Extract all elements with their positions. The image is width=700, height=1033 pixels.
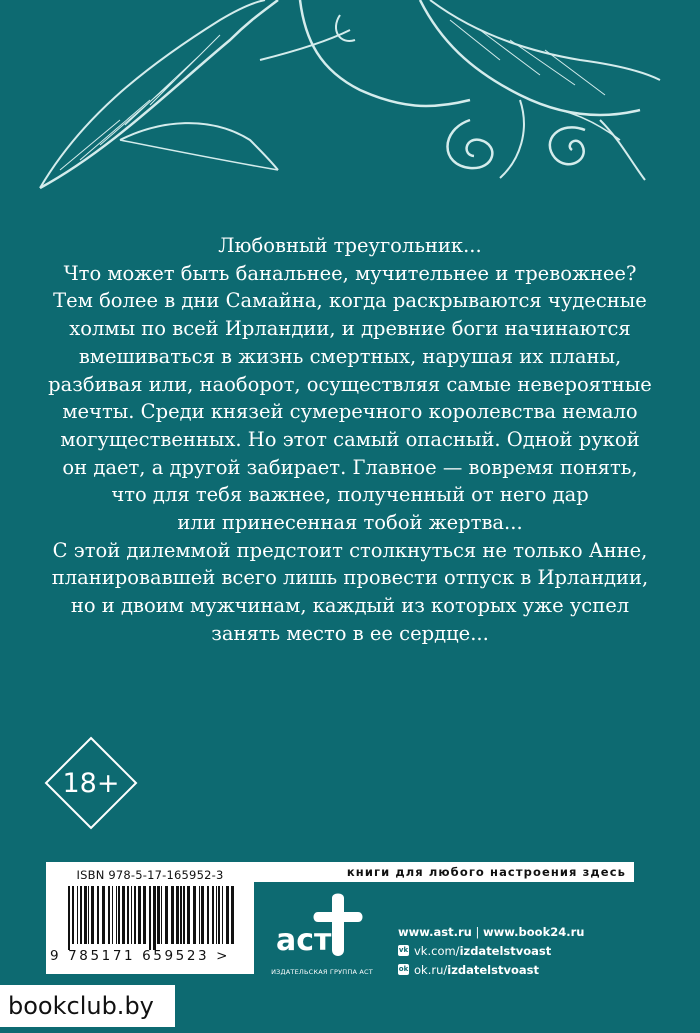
vk-handle: izdatelstvoast — [459, 943, 552, 958]
barcode-bar — [91, 886, 94, 944]
barcode-bar — [97, 886, 99, 944]
barcode-bar — [88, 886, 89, 944]
link-separator: | — [471, 924, 484, 939]
description-line: Любовный треугольник... — [218, 234, 482, 257]
description-line: мечты. Среди князей сумеречного королевства немало — [62, 400, 638, 424]
barcode-bar — [80, 886, 82, 944]
description-line: он дает, а другой забирает. Главное — вовремя понять, — [62, 455, 638, 479]
barcode-digits: 9 785171 659523 > — [50, 948, 231, 964]
description-line: но и двоим мужчинам, каждый из которых уже успел — [70, 594, 630, 618]
barcode-bar — [134, 886, 136, 944]
barcode-bar — [212, 886, 214, 944]
barcode-bar — [127, 886, 129, 944]
barcode-bar — [165, 886, 168, 944]
barcode-bar — [187, 886, 190, 944]
description-line: разбивая или, наоборот, осуществляя самые невероятные — [48, 372, 652, 396]
floral-ornament — [0, 0, 700, 200]
description-line: могущественных. Но этот самый опасный. Одной рукой — [60, 427, 640, 451]
ok-link-row[interactable] — [398, 960, 628, 979]
barcode-bar — [153, 886, 156, 950]
tagline-banner: книги для любого настроения здесь — [254, 862, 634, 882]
barcode-bar — [72, 886, 74, 944]
ok-link[interactable]: ok.ru/izdatelstvoast — [414, 962, 539, 977]
publisher-caption: ИЗДАТЕЛЬСКАЯ ГРУППА АСТ — [271, 968, 373, 976]
vk-link[interactable]: vk.com/izdatelstvoast — [414, 943, 552, 958]
book-description — [40, 232, 660, 648]
barcode-bar — [118, 886, 120, 944]
barcode-bar — [207, 886, 209, 944]
barcode-bar — [199, 886, 200, 944]
description-line: что для тебя важнее, полученный от него дар — [111, 483, 589, 507]
description-line: или принесенная тобой жертва... — [177, 511, 523, 535]
ok-handle: izdatelstvoast — [447, 962, 539, 977]
barcode-bar — [77, 886, 78, 944]
barcode-icon — [68, 886, 238, 950]
link-book24[interactable]: www.book24.ru — [483, 924, 585, 939]
barcode-bar — [68, 886, 70, 950]
barcode-bar — [216, 886, 217, 944]
vk-link-row[interactable] — [398, 941, 628, 960]
barcode-bar — [226, 886, 229, 944]
barcode-bar — [122, 886, 125, 944]
logo-letters: аст — [276, 923, 332, 958]
description-line: Что может быть банальнее, мучительнее и тревожнее? — [63, 261, 637, 285]
barcode-bar — [143, 886, 146, 944]
barcode-bar — [222, 886, 223, 944]
barcode-bar — [231, 886, 234, 944]
description-line: планировавшей всего лишь провести отпуск в Ирландии, — [51, 566, 649, 590]
description-line: С этой дилеммой предстоит столкнуться не только Анне, — [52, 538, 648, 562]
barcode-bar — [131, 886, 132, 944]
barcode-bar — [149, 886, 151, 950]
barcode-bar — [171, 886, 174, 944]
barcode-bar — [108, 886, 110, 944]
barcode-bar — [112, 886, 113, 944]
description-line: холмы по всей Ирландии, и древние боги начинаются — [69, 317, 631, 341]
vk-icon: vk — [398, 946, 409, 954]
publisher-links — [398, 922, 628, 979]
barcode-bar — [102, 886, 105, 944]
barcode-panel — [46, 862, 254, 974]
watermark: bookclub.by — [0, 985, 175, 1027]
description-line: вмешиваться в жизнь смертных, нарушая их планы, — [78, 344, 622, 368]
age-rating-text: 18+ — [62, 767, 120, 799]
barcode-bar — [138, 886, 141, 944]
description-line: Тем более в дни Самайна, когда раскрываются чудесные — [53, 289, 647, 313]
ok-icon: ok — [398, 965, 409, 973]
barcode-bar — [161, 886, 162, 944]
barcode-bar — [180, 886, 182, 944]
age-rating-badge — [44, 736, 138, 830]
link-ast[interactable]: www.ast.ru — [398, 924, 472, 939]
barcode-bar — [116, 886, 117, 944]
barcode-bar — [183, 886, 185, 944]
barcode-bar — [218, 886, 220, 944]
barcode-bar — [157, 886, 160, 944]
isbn-text: ISBN 978-5-17-165952-3 — [76, 868, 224, 882]
barcode-bar — [84, 886, 87, 944]
barcode-bar — [201, 886, 204, 944]
publisher-logo — [262, 888, 382, 980]
description-line: занять место в ее сердце... — [211, 621, 489, 645]
barcode-bar — [193, 886, 196, 944]
barcode-bar — [176, 886, 179, 944]
website-links — [398, 922, 628, 941]
ast-logo-icon — [262, 888, 382, 968]
